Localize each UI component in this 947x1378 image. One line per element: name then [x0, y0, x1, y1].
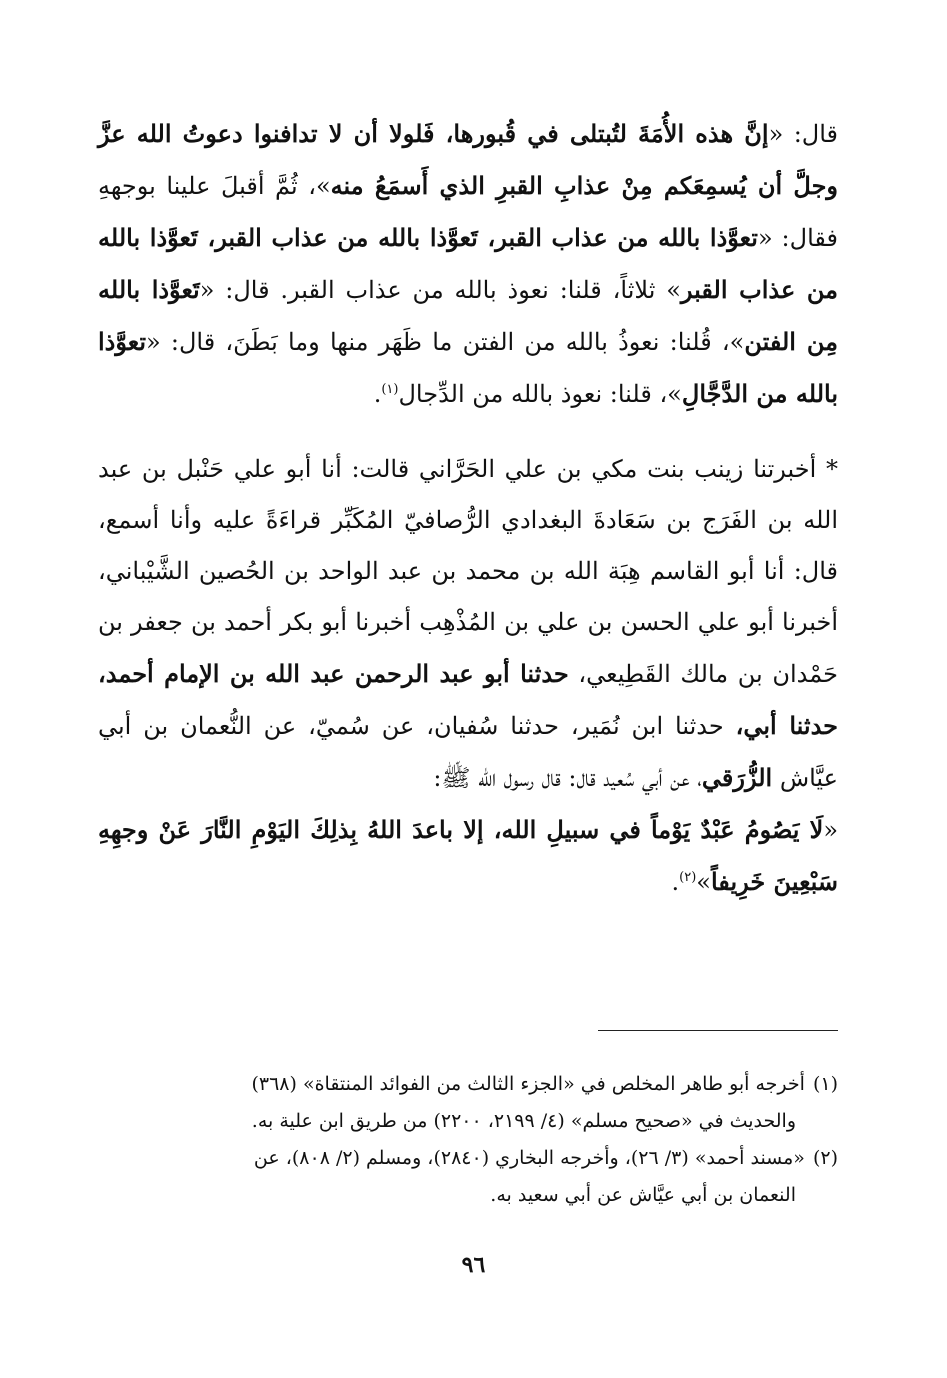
footnote-text: «مسند أحمد» (٣/ ٢٦)، وأخرجه البخاري (٢٨٤٠)، ومسلم (٢/ ٨٠٨)، عن [253, 1147, 805, 1169]
text-segment: ، عن أبي سُعيد قال: قال رسول الله ﷺ: [433, 764, 702, 792]
footnote-1 [98, 1066, 838, 1103]
text-segment: » [696, 868, 711, 896]
footnote-1-continuation [98, 1103, 838, 1140]
text-segment: . [373, 380, 382, 408]
paragraph-hadith-fasting [98, 804, 838, 908]
text-segment: حدثنا ابن نُمَير، حدثنا سُفيان، عن سُميّ، عن النُّعمان بن أبي عيَّاش [98, 712, 838, 792]
footnote-ref-2: (٢) [679, 870, 697, 885]
footnote-ref-1: (١) [381, 382, 399, 397]
paragraph-hadith-grave-punishment [98, 108, 838, 420]
hadith-quote: إنَّ هذه الأُمَةَ لتُبتلى في قُبورها، فَلولا أن لا تدافنوا دعوتُ الله عزَّ وجلَّ أن يُسمِعَكم مِنْ عذابِ القبرِ الذي أَسمَعُ منه [98, 119, 839, 200]
footnote-separator [598, 1030, 838, 1031]
text-segment: »، قُلنا: نعوذُ بالله من الفتن ما ظَهَر منها وما بَطَنَ، قال: « [146, 328, 745, 356]
text-segment: » ثلاثاً، قلنا: نعوذ بالله من عذاب القبر. قال: « [199, 276, 681, 304]
main-text [98, 108, 838, 908]
text-segment: * أخبرتنا زينب بنت مكي بن علي الحَرَّاني قالت: أنا أبو علي حَنْبل بن عبد الله بن الفَرَج بن سَعَادةَ البغدادي الرُّصافيّ المُكَبِّر قراءَةً عليه وأنا أسمع، قال: أنا أبو القاسم هِبَة الله بن محمد بن عبد الواحد بن الحُصين الشَّيْباني، أخبرنا أبو علي الحسن بن علي بن المُذْهِب أخبرنا أبو بكر أحمد بن جعفر بن حَمْدان بن مالك القَطِيعي، [98, 455, 838, 688]
hadith-quote: لَا يَصُومُ عَبْدٌ يَوْماً في سبيلِ الله، إلا باعدَ اللهُ بِذلِكَ اليَوْمِ النَّارَ عَنْ وجهِهِ سَبْعِينَ خَرِيفاً [98, 815, 838, 896]
hadith-quote: تَعوَّذا بالله مِن الفتن [98, 275, 838, 356]
footnote-2-continuation [98, 1177, 838, 1214]
footnote-text: أخرجه أبو طاهر المخلص في «الجزء الثالث من الفوائد المنتقاة» (٣٦٨) [251, 1073, 805, 1095]
footnote-text: والحديث في «صحيح مسلم» (٤/ ٢١٩٩، ٢٢٠٠) من طريق ابن علية به. [251, 1110, 796, 1132]
text-segment: قال: « [768, 120, 839, 148]
footnote-number: (٢) [812, 1147, 838, 1169]
page-number: ٩٦ [461, 1252, 486, 1278]
text-segment: »، قلنا: نعوذ بالله من الدِّجال [398, 380, 682, 408]
isnad-bold: حدثنا أبو عبد الرحمن عبد الله بن الإمام أحمد، حدثنا أبي، [98, 659, 838, 740]
text-segment: « [823, 816, 838, 844]
footnote-text: النعمان بن أبي عيَّاش عن أبي سعيد به. [490, 1184, 796, 1206]
isnad-bold: الزُّرَقي [701, 763, 773, 792]
text-segment: »، ثُمَّ أقبلَ علينا بوجههِ فقال: « [98, 172, 839, 252]
hadith-quote: تعوَّذا بالله من عذاب القبر، تَعوَّذا بالله من عذاب القبر، تَعوَّذا بالله من عذاب القبر [98, 223, 839, 304]
text-segment: . [671, 868, 680, 896]
hadith-quote: تعوَّذا بالله من الدَّجَّالِ [98, 327, 838, 408]
footnote-2 [98, 1140, 838, 1177]
paragraph-isnad [98, 444, 838, 804]
footnote-number: (١) [812, 1073, 838, 1095]
footnotes [98, 1066, 838, 1214]
